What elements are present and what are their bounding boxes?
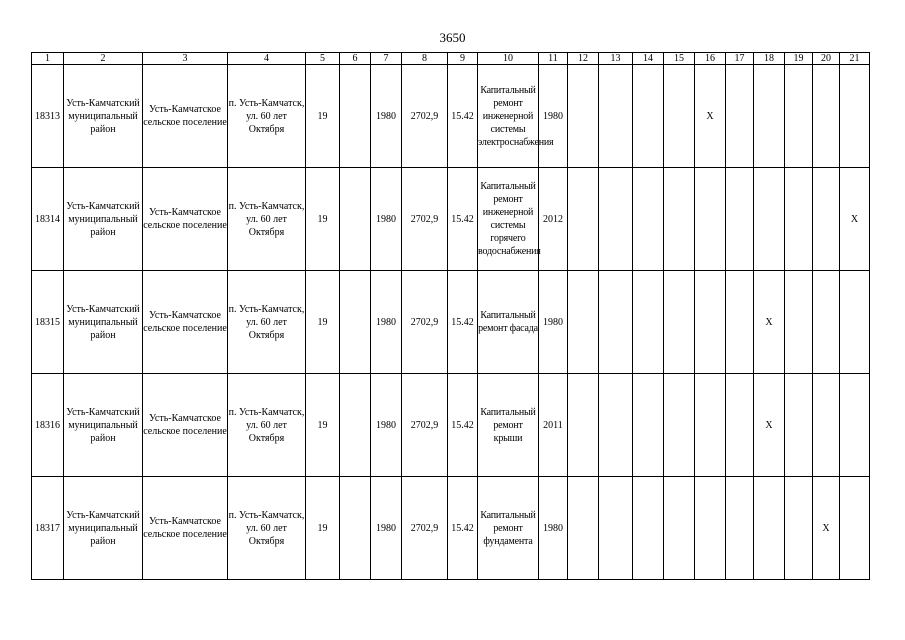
mark-cell bbox=[599, 168, 633, 271]
mark-cell bbox=[633, 65, 664, 168]
mark-cell bbox=[785, 271, 813, 374]
house-number-cell: 19 bbox=[306, 477, 340, 580]
house-number-cell: 19 bbox=[306, 374, 340, 477]
column-number: 19 bbox=[785, 53, 813, 65]
mark-cell bbox=[726, 374, 754, 477]
mark-cell bbox=[599, 65, 633, 168]
district-cell: Усть-Камчатский муниципальный район bbox=[64, 477, 143, 580]
settlement-cell: Усть-Камчатское сельское поселение bbox=[143, 374, 228, 477]
column-number: 3 bbox=[143, 53, 228, 65]
district-cell: Усть-Камчатский муниципальный район bbox=[64, 65, 143, 168]
column-number: 20 bbox=[813, 53, 840, 65]
address-cell: п. Усть-Камчатск, ул. 60 лет Октября bbox=[228, 271, 306, 374]
column-number: 17 bbox=[726, 53, 754, 65]
mark-cell bbox=[633, 271, 664, 374]
record-id: 18316 bbox=[32, 374, 64, 477]
mark-cell bbox=[633, 477, 664, 580]
address-cell: п. Усть-Камчатск, ул. 60 лет Октября bbox=[228, 374, 306, 477]
mark-cell: X bbox=[695, 65, 726, 168]
area-cell: 2702,9 bbox=[402, 168, 448, 271]
district-cell: Усть-Камчатский муниципальный район bbox=[64, 168, 143, 271]
mark-cell bbox=[840, 374, 870, 477]
mark-cell bbox=[695, 477, 726, 580]
mark-cell bbox=[664, 271, 695, 374]
mark-cell bbox=[599, 477, 633, 580]
column-9-cell: 15.42 bbox=[448, 271, 478, 374]
column-6-cell bbox=[340, 477, 371, 580]
mark-cell bbox=[633, 168, 664, 271]
mark-cell bbox=[813, 374, 840, 477]
register-table bbox=[31, 52, 870, 580]
mark-cell: X bbox=[754, 271, 785, 374]
mark-cell bbox=[695, 271, 726, 374]
work-year-cell: 1980 bbox=[539, 65, 568, 168]
column-number: 10 bbox=[478, 53, 539, 65]
work-type-cell: Капитальный ремонт фундамента bbox=[478, 477, 539, 580]
column-6-cell bbox=[340, 65, 371, 168]
table-row bbox=[32, 477, 870, 580]
table-row bbox=[32, 374, 870, 477]
area-cell: 2702,9 bbox=[402, 477, 448, 580]
table-row bbox=[32, 65, 870, 168]
column-number: 2 bbox=[64, 53, 143, 65]
mark-cell bbox=[785, 374, 813, 477]
column-9-cell: 15.42 bbox=[448, 477, 478, 580]
mark-cell bbox=[695, 374, 726, 477]
column-number: 12 bbox=[568, 53, 599, 65]
record-id: 18314 bbox=[32, 168, 64, 271]
house-number-cell: 19 bbox=[306, 65, 340, 168]
column-number: 7 bbox=[371, 53, 402, 65]
mark-cell bbox=[840, 65, 870, 168]
district-cell: Усть-Камчатский муниципальный район bbox=[64, 271, 143, 374]
column-6-cell bbox=[340, 168, 371, 271]
column-6-cell bbox=[340, 271, 371, 374]
mark-cell bbox=[726, 168, 754, 271]
settlement-cell: Усть-Камчатское сельское поселение bbox=[143, 271, 228, 374]
mark-cell bbox=[726, 477, 754, 580]
year-built-cell: 1980 bbox=[371, 477, 402, 580]
year-built-cell: 1980 bbox=[371, 65, 402, 168]
mark-cell bbox=[726, 271, 754, 374]
work-type-cell: Капитальный ремонт инженерной системы горячего водоснабжения bbox=[478, 168, 539, 271]
work-type-cell: Капитальный ремонт инженерной системы электроснабжения bbox=[478, 65, 539, 168]
mark-cell bbox=[754, 65, 785, 168]
mark-cell bbox=[664, 374, 695, 477]
mark-cell bbox=[633, 374, 664, 477]
mark-cell bbox=[695, 168, 726, 271]
house-number-cell: 19 bbox=[306, 168, 340, 271]
record-id: 18317 bbox=[32, 477, 64, 580]
mark-cell bbox=[664, 65, 695, 168]
mark-cell: X bbox=[813, 477, 840, 580]
mark-cell bbox=[785, 65, 813, 168]
work-year-cell: 1980 bbox=[539, 271, 568, 374]
column-9-cell: 15.42 bbox=[448, 374, 478, 477]
district-cell: Усть-Камчатский муниципальный район bbox=[64, 374, 143, 477]
address-cell: п. Усть-Камчатск, ул. 60 лет Октября bbox=[228, 477, 306, 580]
mark-cell: X bbox=[840, 168, 870, 271]
column-number: 6 bbox=[340, 53, 371, 65]
mark-cell bbox=[664, 168, 695, 271]
mark-cell bbox=[813, 168, 840, 271]
column-number: 13 bbox=[599, 53, 633, 65]
work-year-cell: 1980 bbox=[539, 477, 568, 580]
work-year-cell: 2011 bbox=[539, 374, 568, 477]
mark-cell bbox=[813, 271, 840, 374]
settlement-cell: Усть-Камчатское сельское поселение bbox=[143, 477, 228, 580]
settlement-cell: Усть-Камчатское сельское поселение bbox=[143, 168, 228, 271]
work-type-cell: Капитальный ремонт фасада bbox=[478, 271, 539, 374]
address-cell: п. Усть-Камчатск, ул. 60 лет Октября bbox=[228, 65, 306, 168]
mark-cell bbox=[813, 65, 840, 168]
record-id: 18315 bbox=[32, 271, 64, 374]
table-row bbox=[32, 168, 870, 271]
year-built-cell: 1980 bbox=[371, 271, 402, 374]
mark-cell bbox=[568, 65, 599, 168]
mark-cell bbox=[664, 477, 695, 580]
column-number: 5 bbox=[306, 53, 340, 65]
column-number: 16 bbox=[695, 53, 726, 65]
column-number: 9 bbox=[448, 53, 478, 65]
column-number: 1 bbox=[32, 53, 64, 65]
table-row bbox=[32, 271, 870, 374]
column-number: 11 bbox=[539, 53, 568, 65]
column-number: 4 bbox=[228, 53, 306, 65]
mark-cell bbox=[785, 477, 813, 580]
page-number: 3650 bbox=[439, 30, 466, 45]
mark-cell bbox=[785, 168, 813, 271]
column-number-row bbox=[32, 53, 870, 65]
column-number: 14 bbox=[633, 53, 664, 65]
house-number-cell: 19 bbox=[306, 271, 340, 374]
mark-cell bbox=[726, 65, 754, 168]
address-cell: п. Усть-Камчатск, ул. 60 лет Октября bbox=[228, 168, 306, 271]
settlement-cell: Усть-Камчатское сельское поселение bbox=[143, 65, 228, 168]
column-number: 18 bbox=[754, 53, 785, 65]
area-cell: 2702,9 bbox=[402, 65, 448, 168]
mark-cell bbox=[568, 477, 599, 580]
work-year-cell: 2012 bbox=[539, 168, 568, 271]
column-number: 15 bbox=[664, 53, 695, 65]
mark-cell bbox=[840, 271, 870, 374]
work-type-cell: Капитальный ремонт крыши bbox=[478, 374, 539, 477]
mark-cell: X bbox=[754, 374, 785, 477]
mark-cell bbox=[568, 168, 599, 271]
mark-cell bbox=[754, 168, 785, 271]
mark-cell bbox=[599, 374, 633, 477]
record-id: 18313 bbox=[32, 65, 64, 168]
mark-cell bbox=[599, 271, 633, 374]
column-9-cell: 15.42 bbox=[448, 168, 478, 271]
mark-cell bbox=[840, 477, 870, 580]
year-built-cell: 1980 bbox=[371, 168, 402, 271]
area-cell: 2702,9 bbox=[402, 271, 448, 374]
mark-cell bbox=[754, 477, 785, 580]
column-9-cell: 15.42 bbox=[448, 65, 478, 168]
area-cell: 2702,9 bbox=[402, 374, 448, 477]
column-6-cell bbox=[340, 374, 371, 477]
column-number: 8 bbox=[402, 53, 448, 65]
mark-cell bbox=[568, 271, 599, 374]
column-number: 21 bbox=[840, 53, 870, 65]
mark-cell bbox=[568, 374, 599, 477]
year-built-cell: 1980 bbox=[371, 374, 402, 477]
